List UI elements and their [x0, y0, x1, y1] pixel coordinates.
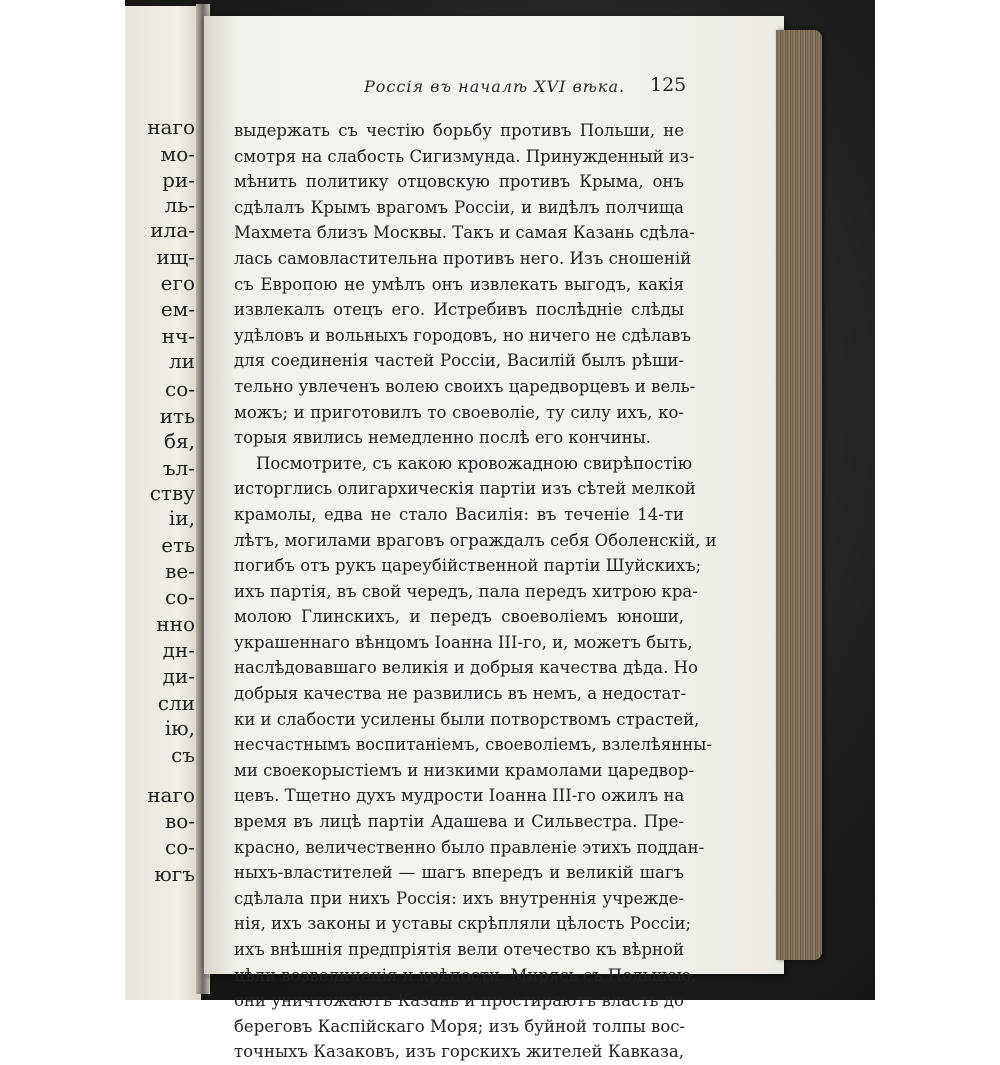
left-page-fragment: ве- [165, 559, 195, 583]
paragraph [234, 118, 696, 451]
text-line: наслѣдовавшаго великія и добрыя качества дѣда. Но [234, 658, 698, 678]
text-line: ихъ внѣшнія предпріятія вели отечество къ вѣрной [234, 940, 684, 959]
left-page-fragment: ли [168, 349, 195, 373]
text-line: цѣли возвеличенія и крѣпости. Мирясь съ Польшею, [234, 965, 697, 985]
text-line: они уничтожаютъ Казань и простираютъ власть до [234, 991, 684, 1011]
left-page-fragment: со- [165, 585, 195, 609]
left-page-fragment: іи, [168, 506, 195, 530]
text-line: красно, величественно было правленіе этихъ поддан- [234, 837, 705, 857]
left-page-fragment: съ [171, 743, 195, 767]
left-page-fragment: сли [157, 691, 195, 715]
text-line: удѣловъ и вольныхъ городовъ, но ничего не сдѣлавъ [234, 325, 691, 345]
left-page-fragment: нч- [161, 324, 195, 348]
text-line: мѣнить политику отцовскую противъ Крыма, онъ [234, 172, 684, 192]
text-line: извлекалъ отецъ его. Истребивъ послѣдніе слѣды [234, 300, 684, 320]
text-line: выдержать съ честію борьбу противъ Польши, не [234, 121, 684, 140]
text-line: молою Глинскихъ, и передъ своеволіемъ юноши, [234, 607, 684, 627]
text-line: можъ; и приготовилъ то своеволіе, ту силу ихъ, ко- [234, 402, 684, 422]
text-line: ихъ партія, въ свой чередъ, пала передъ хитрою кра- [234, 581, 698, 601]
text-line: цевъ. Тщетно духъ мудрости Іоанна III-го ожилъ на [234, 786, 685, 806]
left-page-fragment: со- [165, 377, 195, 401]
left-page-fragment: ди- [162, 664, 195, 688]
text-line: ки и слабости усилены были потворствомъ страстей, [234, 709, 700, 729]
left-page [125, 6, 201, 1000]
left-page-fragment: его [160, 271, 195, 295]
paragraph [234, 451, 717, 1065]
page-edge-stack [776, 30, 822, 960]
text-line: добрыя качества не развились въ немъ, а недостат- [234, 684, 687, 704]
body-text [234, 118, 717, 1065]
text-line: для соединенія частей Россіи, Василій былъ рѣши- [234, 351, 684, 371]
text-line: сдѣлала при нихъ Россія: ихъ внутреннія учрежде- [234, 888, 684, 908]
left-page-fragment: во- [164, 809, 195, 833]
text-line: Махмета близъ Москвы. Такъ и самая Казань сдѣла- [234, 223, 695, 243]
left-page-fragment: ила- [150, 218, 195, 242]
text-line: ми своекорыстіемъ и низкими крамолами царедвор- [234, 760, 695, 780]
left-page-fragment: бя, [163, 429, 195, 453]
left-page-fragment: нно [156, 612, 195, 636]
text-line: береговъ Каспійскаго Моря; изъ буйной толпы вос- [234, 1016, 686, 1036]
left-page-fragment: ію, [164, 716, 195, 740]
left-page-fragment: ищ- [156, 245, 195, 269]
text-line: съ Европою не умѣлъ онъ извлекать выгодъ, какія [234, 274, 684, 294]
left-page-fragment: ъл- [162, 456, 195, 480]
running-head: Россія въ началѣ XVI вѣка. [364, 77, 626, 96]
left-page-fragment: наго [147, 783, 195, 807]
text-line: крамолы, едва не стало Василія: въ теченіе 14-ти [234, 504, 684, 524]
left-page-fragment: еть [161, 533, 195, 557]
text-line: несчастнымъ воспитаніемъ, своеволіемъ, взлелѣянны- [234, 735, 712, 755]
text-line: погибъ отъ рукъ цареубійственной партіи Шуйскихъ; [234, 556, 702, 576]
page-number: 125 [650, 74, 687, 96]
left-page-fragment: югъ [154, 862, 195, 886]
text-line: ныхъ-властителей — шагъ впередъ и великій шагъ [234, 863, 684, 883]
left-page-fragment: ем- [160, 297, 195, 321]
text-line: сдѣлалъ Крымъ врагомъ Россіи, и видѣлъ полчища [234, 197, 684, 217]
left-page-fragment: со- [165, 835, 195, 859]
left-page-fragment: дн- [162, 638, 195, 662]
left-page-fragment: ить [159, 404, 195, 428]
text-line: точныхъ Казаковъ, изъ горскихъ жителей Кавказа, [234, 1042, 684, 1062]
text-line: тельно увлеченъ волею своихъ царедворцевъ и вель- [234, 376, 696, 396]
text-line: время въ лицѣ партіи Адашева и Сильвестра. Пре- [234, 812, 684, 832]
text-line: лѣтъ, могилами враговъ ограждалъ себя Оболенскій, и [234, 530, 717, 550]
left-page-fragment: наго [147, 115, 195, 139]
text-line: нія, ихъ законы и уставы скрѣпляли цѣлость Россіи; [234, 914, 692, 934]
left-page-fragment: ри- [162, 168, 195, 192]
text-line: смотря на слабость Сигизмунда. Принужденный из- [234, 146, 695, 166]
left-page-fragment: ству [149, 481, 195, 505]
text-line: исторглись олигархическія партіи изъ сѣтей мелкой [234, 479, 696, 499]
text-line: торыя явились немедленно послѣ его кончины. [234, 428, 651, 448]
text-line: украшеннаго вѣнцомъ Іоанна III-го, и, можетъ быть, [234, 632, 693, 652]
text-line: Посмотрите, съ какою кровожадною свирѣпостію [256, 453, 693, 473]
left-page-fragment: ль- [164, 193, 195, 217]
left-page-fragment: мо- [160, 142, 195, 166]
text-line: лась самовластительна противъ него. Изъ сношеній [234, 248, 692, 268]
